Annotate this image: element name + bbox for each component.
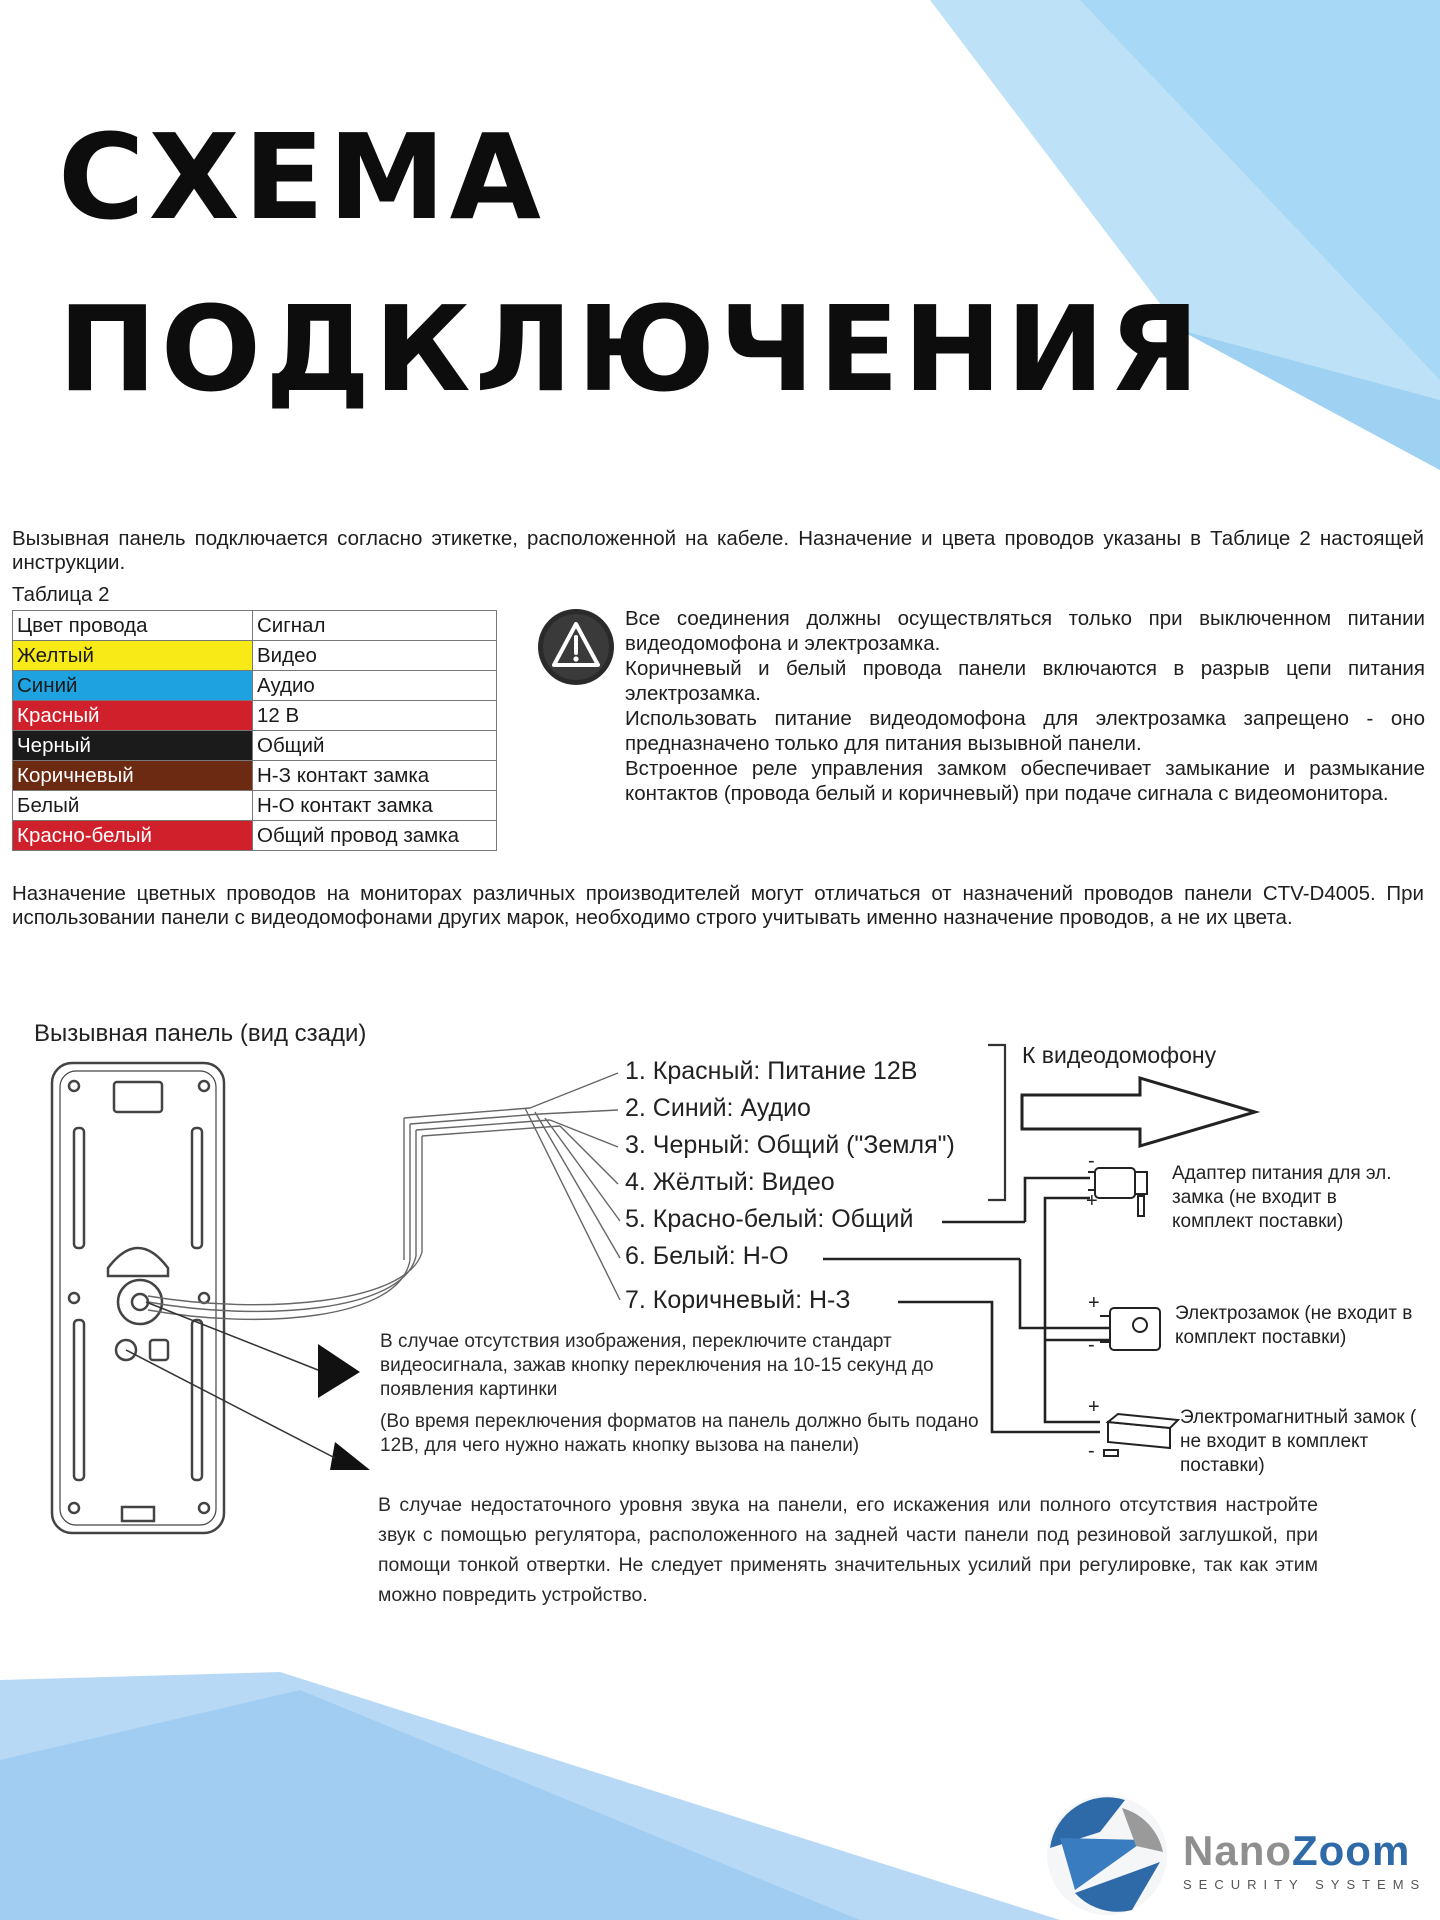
page-title-line-2: ПОДКЛЮЧЕНИЯ <box>58 280 1204 418</box>
logo-text-nano: Nano <box>1183 1827 1292 1874</box>
table-header-signal: Сигнал <box>253 611 497 641</box>
wire-signal-cell: Н-О контакт замка <box>253 791 497 821</box>
warning-text <box>625 606 1425 806</box>
logo-text-zoom: Zoom <box>1292 1827 1411 1874</box>
panel-cable <box>148 1073 620 1319</box>
to-intercom-arrow-icon <box>1022 1078 1255 1146</box>
wire-signal-cell: 12 В <box>253 701 497 731</box>
lock-plus: + <box>1088 1292 1100 1314</box>
wire-color-cell: Синий <box>13 671 253 701</box>
intro-text: Вызывная панель подключается согласно этикетке, расположенной на кабеле. Назначение и цвета проводов указаны в Таблице 2 настоящей инструкции. <box>12 527 1424 574</box>
wire-color-cell: Желтый <box>13 641 253 671</box>
wire-label-5: 5. Красно-белый: Общий <box>625 1205 914 1233</box>
table-row <box>13 671 497 701</box>
sound-callout-arrow-icon <box>330 1442 370 1470</box>
warning-triangle-icon <box>536 607 616 687</box>
sound-adjust-note: В случае недостаточного уровня звука на панели, его искажения или полного отсутствия настройте звук с помощью регулятора, расположенного на задней части панели под резиновой заглушкой, при помощи тонкой отвертки. Не следует применять значительных усилий при регулировке, так как этим можно повредить устройство. <box>378 1494 1318 1606</box>
compatibility-note: Назначение цветных проводов на мониторах различных производителей могут отличаться от назначений проводов панели CTV-D4005. При использовании панели с видеодомофонами других марок, необходимо строго учитывать именно назначение проводов, а не их цвета. <box>12 882 1424 929</box>
adapter-label: Адаптер питания для эл. замка (не входит в комплект поставки) <box>1172 1163 1392 1232</box>
wire-color-cell: Коричневый <box>13 761 253 791</box>
to-intercom-label: К видеодомофону <box>1022 1042 1217 1068</box>
logo-text <box>1183 1827 1410 1875</box>
maglock-minus: - <box>1088 1440 1095 1462</box>
wire-signal-cell: Общий провод замка <box>253 821 497 851</box>
wire-label-6: 6. Белый: Н-О <box>625 1242 789 1270</box>
wire-label-2: 2. Синий: Аудио <box>625 1094 811 1122</box>
wire-color-cell: Красно-белый <box>13 821 253 851</box>
wire-color-table <box>12 610 497 851</box>
callout-arrow-icon <box>318 1344 360 1398</box>
wire-color-cell: Черный <box>13 731 253 761</box>
table-row <box>13 791 497 821</box>
warning-line: Использовать питание видеодомофона для электрозамка запрещено - оно предназначено только для питания вызывной панели. <box>625 707 1425 755</box>
wire-bracket <box>988 1045 1005 1200</box>
magnetic-lock-label: Электромагнитный замок ( не входит в комплект поставки) <box>1180 1407 1417 1476</box>
wire-label-4: 4. Жёлтый: Видео <box>625 1168 835 1196</box>
wire-color-cell: Красный <box>13 701 253 731</box>
adapter-plus: + <box>1086 1190 1098 1212</box>
warning-line: Коричневый и белый провода панели включаются в разрыв цепи питания электрозамка. <box>625 657 1425 705</box>
adapter-minus: - <box>1088 1150 1095 1172</box>
warning-line: Все соединения должны осуществляться только при выключенном питании видеодомофона и электрозамка. <box>625 607 1425 655</box>
magnetic-lock-icon <box>1104 1414 1178 1456</box>
lock-minus: - <box>1088 1334 1095 1356</box>
table-caption: Таблица 2 <box>12 583 110 606</box>
wire-signal-cell: Аудио <box>253 671 497 701</box>
table-row <box>13 821 497 851</box>
wire-label-3: 3. Черный: Общий ("Земля") <box>625 1131 955 1159</box>
wire-label-7: 7. Коричневый: Н-З <box>625 1286 851 1314</box>
panel-label: Вызывная панель (вид сзади) <box>34 1020 367 1047</box>
table-row <box>13 731 497 761</box>
table-row <box>13 641 497 671</box>
video-standard-note-2: (Во время переключения форматов на панель должно быть подано 12В, для чего нужно нажать кнопку вызова на панели) <box>380 1411 979 1456</box>
page-title-line-1: СХЕМА <box>58 108 545 246</box>
table-row <box>13 761 497 791</box>
warning-line: Встроенное реле управления замком обеспечивает замыкание и размыкание контактов (провода белый и коричневый) при подаче сигнала с видеомонитора. <box>625 757 1425 805</box>
electric-lock-icon <box>1100 1308 1160 1350</box>
maglock-plus: + <box>1088 1396 1100 1418</box>
video-standard-note: В случае отсутствия изображения, переключите стандарт видеосигнала, зажав кнопку переключения на 10-15 секунд до появления картинки <box>380 1331 934 1400</box>
wire-signal-cell: Н-З контакт замка <box>253 761 497 791</box>
electric-lock-label: Электрозамок (не входит в комплект поставки) <box>1175 1303 1413 1348</box>
logo-subtitle: SECURITY SYSTEMS <box>1183 1877 1427 1892</box>
wire-color-cell: Белый <box>13 791 253 821</box>
wire-signal-cell: Общий <box>253 731 497 761</box>
table-header-color: Цвет провода <box>13 611 253 641</box>
table-row <box>13 701 497 731</box>
wire-signal-cell: Видео <box>253 641 497 671</box>
wire-label-1: 1. Красный: Питание 12В <box>625 1057 918 1085</box>
table-header-row <box>13 611 497 641</box>
call-panel-back-view <box>52 1063 224 1533</box>
